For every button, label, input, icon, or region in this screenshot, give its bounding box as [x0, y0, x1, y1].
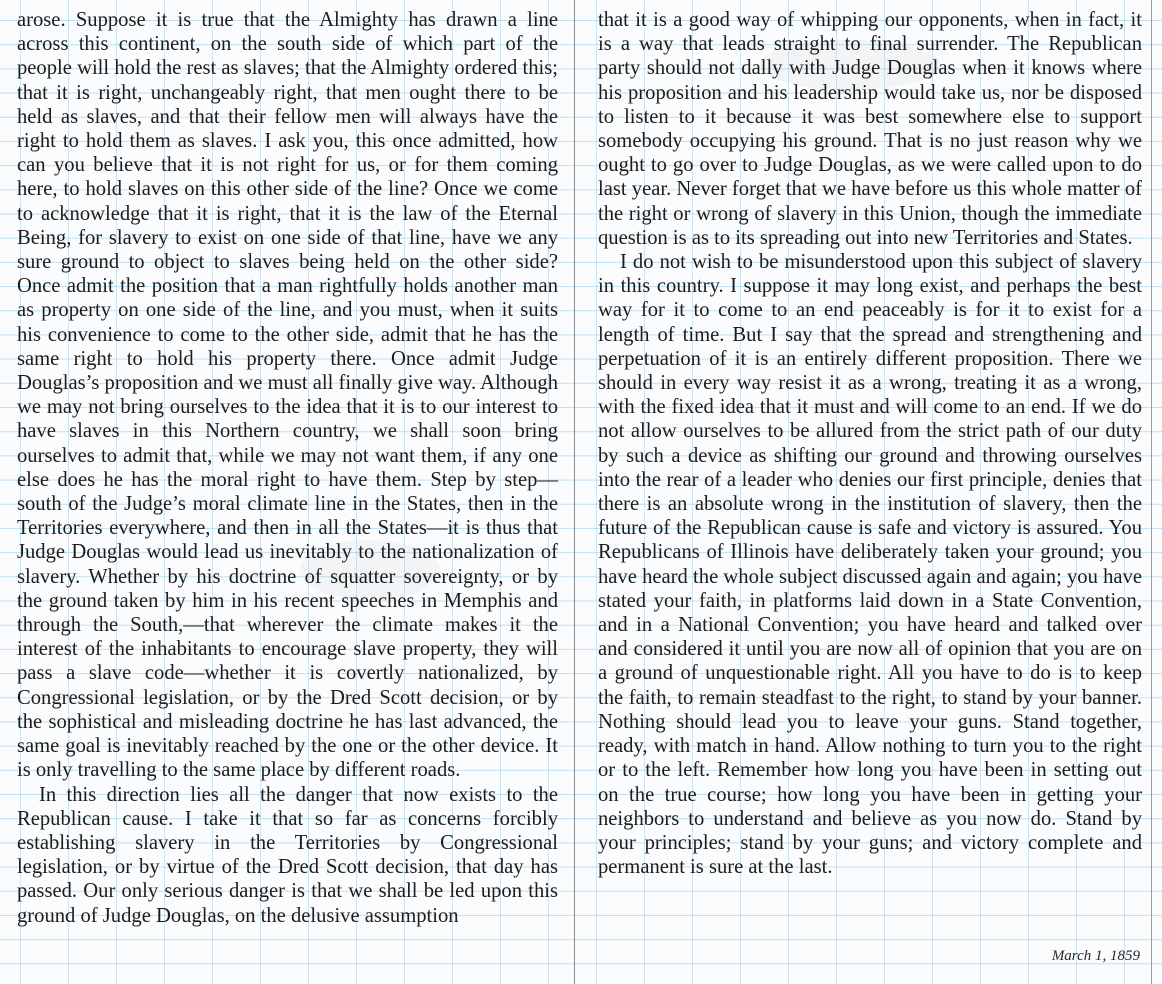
column-divider — [574, 0, 575, 984]
body-paragraph: that it is a good way of whipping our opponents, when in fact, it is a way that leads straight to final surrender. The Republican party should not dally with Judge Douglas when it knows where his proposition and his leadership would take us, nor be disposed to listen to it because it was best somewhere else to support somebody occupying his ground. That is no just reason why we ought to go over to Judge Douglas, as we were called upon to do last year. Never forget that we have before us this whole matter of the right or wrong of slavery in this Union, though the immediate question is as to its spreading out into new Territories and States. — [598, 9, 1142, 249]
body-paragraph: In this direction lies all the danger that now exists to the Republican cause. I take it that so far as concerns forcibly establishing slavery in the Territories by Congressional legislation, or by virtue of the Dred Scott decision, that day has passed. Our only serious danger is that we shall be led upon this ground of Judge Douglas, on the delusive assumption — [17, 783, 558, 927]
body-paragraph: I do not wish to be misunderstood upon this subject of slavery in this country. I suppose it may long exist, and perhaps the best way for it to come to an end peaceably is for it to exist for a length of time. But I say that the spread and strengthening and perpetuation of it is an entirely different proposition. There we should in every way resist it as a wrong, treating it as a wrong, with the fixed idea that it must and will come to an end. If we do not allow ourselves to be allured from the strict path of our duty by such a device as shifting our ground and throwing ourselves into the rear of a leader who denies our first principle, denies that there is an absolute wrong in the institution of slavery, then the future of the Republican cause is safe and victory is assured. You Republicans of Illinois have deliberately taken your ground; you have heard the whole subject discussed again and again; you have stated your faith, in platforms laid down in a State Convention, and in a National Convention; you have heard and talked over and considered it until you are now all of opinion that you are on a ground of unquestionable right. All you have to do is to keep the faith, to remain steadfast to the right, to stand by your banner. Nothing should lead you to leave your guns. Stand together, ready, with match in hand. Allow nothing to turn you to the right or to the left. Remember how long you have been in setting out on the true course; how long you have been in getting your neighbors to understand and believe as you now do. Stand by your principles; stand by your guns; and victory complete and permanent is sure at the last. — [598, 251, 1142, 879]
left-text-column — [17, 8, 558, 928]
dateline: March 1, 1859 — [1051, 948, 1140, 964]
right-margin-rule — [1151, 0, 1152, 984]
body-paragraph: arose. Suppose it is true that the Almighty has drawn a line across this continent, on the south side of which part of the people will hold the rest as slaves; that the Almighty ordered this; that it is right, unchangeably right, that men ought there to be held as slaves, and that their fellow men will always have the right to hold them as slaves. I ask you, this once admitted, how can you believe that it is not right for us, or for them coming here, to hold slaves on this other side of the line? Once we come to acknowledge that it is right, that it is the law of the Eternal Being, for slavery to exist on one side of that line, have we any sure ground to object to slaves being held on the other side? Once admit the position that a man rightfully holds another man as property on one side of the line, and you must, when it suits his convenience to come to the other side, admit that he has the same right to hold his property there. Once admit Judge Douglas’s proposition and we must all finally give way. Although we may not bring ourselves to the idea that it is to our interest to have slaves in this Northern country, we shall soon bring ourselves to admit that, while we may not want them, if any one else does he has the moral right to have them. Step by step—south of the Judge’s moral climate line in the States, then in the Territories everywhere, and then in all the States—it is thus that Judge Douglas would lead us inevitably to the nationalization of slavery. Whether by his doctrine of squatter sovereignty, or by the ground taken by him in his recent speeches in Memphis and through the South,—that wherever the climate makes it the interest of the inhabitants to encourage slave property, they will pass a slave code—whether it is covertly nationalized, by Congressional legislation, or by the Dred Scott decision, or by the sophistical and misleading doctrine he has last advanced, the same goal is inevitably reached by the one or the other device. It is only travelling to the same place by different roads. — [17, 9, 558, 782]
right-text-column — [598, 8, 1142, 879]
